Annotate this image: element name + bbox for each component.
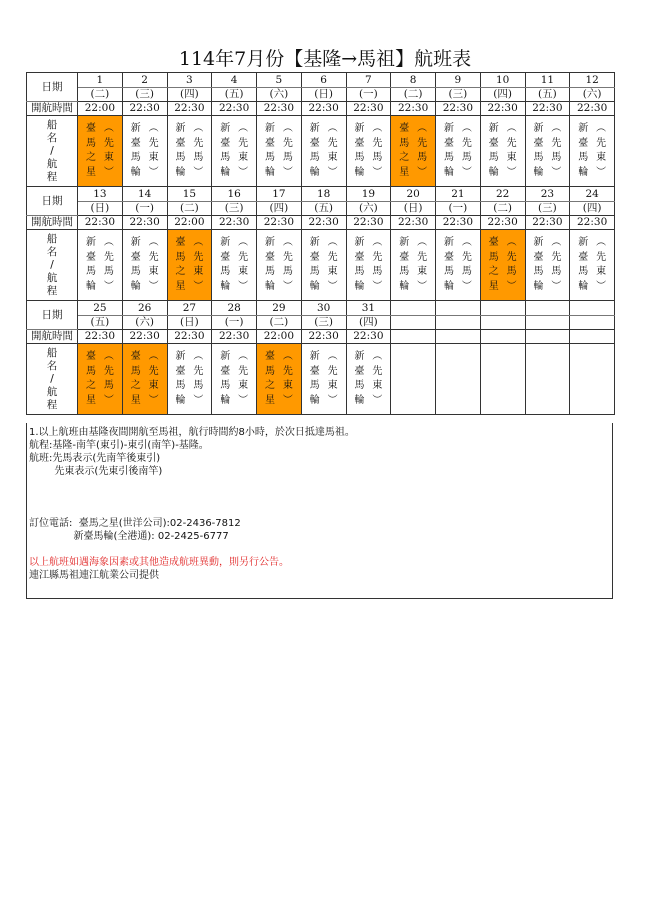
- date-cell: 7: [346, 73, 391, 88]
- date-cell: 12: [570, 73, 615, 88]
- date-cell: [480, 301, 525, 316]
- departure-time-cell: 22:30: [346, 216, 391, 230]
- weekday-cell: (四): [480, 88, 525, 102]
- ship-name: 新 臺 馬 輪: [443, 123, 454, 178]
- ship-name: 新 臺 馬 輪: [264, 123, 275, 178]
- ship-route-cell: [212, 344, 257, 415]
- date-cell: [436, 301, 481, 316]
- departure-time-cell: 22:30: [257, 102, 302, 116]
- departure-time-cell: 22:30: [167, 102, 212, 116]
- ship-route-cell: [346, 230, 391, 301]
- weekday-cell: (日): [78, 202, 123, 216]
- ship-name: 新 臺 馬 輪: [309, 351, 320, 406]
- ship-route-cell: [122, 344, 167, 415]
- ship-name: 新 臺 馬 輪: [399, 237, 410, 292]
- date-cell: 11: [525, 73, 570, 88]
- ship-route-label: 船 名 / 航 程: [27, 230, 78, 301]
- weekday-cell: [525, 316, 570, 330]
- departure-time-cell: 22:30: [570, 102, 615, 116]
- weekday-cell: (一): [122, 202, 167, 216]
- ship-route-cell: [391, 230, 436, 301]
- ship-route-cell: [480, 230, 525, 301]
- weekday-cell: (六): [346, 202, 391, 216]
- date-cell: 19: [346, 187, 391, 202]
- departure-time-cell: 22:30: [391, 216, 436, 230]
- ship-name: 新 臺 馬 輪: [578, 237, 589, 292]
- weekday-cell: (日): [167, 316, 212, 330]
- ship-name: 新 臺 馬 輪: [264, 237, 275, 292]
- departure-time-cell: [391, 330, 436, 344]
- date-cell: [525, 301, 570, 316]
- departure-time-cell: 22:30: [525, 102, 570, 116]
- ship-route-cell: [570, 230, 615, 301]
- ship-route-row: [27, 230, 615, 301]
- date-cell: 17: [257, 187, 302, 202]
- departure-time-cell: [436, 330, 481, 344]
- weekday-cell: (三): [436, 88, 481, 102]
- ship-route-cell: [78, 344, 123, 415]
- weekday-cell: (四): [346, 316, 391, 330]
- route-order: ︵ 先 馬 ︶: [461, 123, 472, 178]
- route-order: ︵ 先 東 ︶: [238, 351, 249, 406]
- departure-time-cell: 22:30: [301, 102, 346, 116]
- route-order: ︵ 先 東 ︶: [148, 123, 159, 178]
- ship-route-cell: [346, 344, 391, 415]
- date-cell: 8: [391, 73, 436, 88]
- route-order: ︵ 先 馬 ︶: [193, 123, 204, 178]
- booking-phone-xintaima: 新臺馬輪(全港通): 02-2425-6777: [29, 531, 229, 542]
- date-cell: [570, 301, 615, 316]
- date-cell: 10: [480, 73, 525, 88]
- weekday-cell: (四): [257, 202, 302, 216]
- weekday-cell: (日): [391, 202, 436, 216]
- route-order: ︵ 先 東 ︶: [596, 123, 607, 178]
- departure-time-cell: 22:30: [257, 216, 302, 230]
- departure-time-cell: 22:00: [167, 216, 212, 230]
- departure-time-cell: 22:30: [346, 102, 391, 116]
- date-cell: 22: [480, 187, 525, 202]
- departure-time-cell: 22:00: [78, 102, 123, 116]
- route-order: ︵ 先 東 ︶: [238, 237, 249, 292]
- ship-route-cell: [436, 116, 481, 187]
- ship-name: 臺 馬 之 星: [264, 351, 275, 406]
- weekday-row: [27, 202, 615, 216]
- empty-cell: [570, 344, 615, 415]
- date-cell: 3: [167, 73, 212, 88]
- departure-time-cell: 22:30: [301, 330, 346, 344]
- ship-name: 新 臺 馬 輪: [354, 351, 365, 406]
- ship-route-cell: [257, 344, 302, 415]
- date-cell: 14: [122, 187, 167, 202]
- ship-route-cell: [78, 230, 123, 301]
- route-order: ︵ 先 馬 ︶: [103, 237, 114, 292]
- weekday-cell: (五): [301, 202, 346, 216]
- weekday-cell: (四): [570, 202, 615, 216]
- date-cell: 23: [525, 187, 570, 202]
- ship-name: 臺 馬 之 星: [85, 351, 96, 406]
- route-order: ︵ 先 馬 ︶: [103, 351, 114, 406]
- route-order: ︵ 先 馬 ︶: [551, 237, 562, 292]
- booking-phone-taima: 訂位電話: 臺馬之星(世洋公司):02-2436-7812: [29, 518, 241, 529]
- notes-section: [26, 423, 613, 599]
- ship-name: 新 臺 馬 輪: [354, 237, 365, 292]
- ship-route-cell: [167, 116, 212, 187]
- weekday-cell: (一): [212, 316, 257, 330]
- provider-credit: 連江縣馬祖連江航業公司提供: [29, 570, 159, 581]
- ship-route-label: 船 名 / 航 程: [27, 116, 78, 187]
- weekday-cell: (二): [480, 202, 525, 216]
- departure-time-cell: 22:30: [570, 216, 615, 230]
- weekday-row: [27, 88, 615, 102]
- schedule-table: [26, 72, 615, 415]
- departure-time-row: [27, 216, 615, 230]
- weekday-cell: [436, 316, 481, 330]
- ship-route-row: [27, 116, 615, 187]
- route-order: ︵ 先 東 ︶: [327, 237, 338, 292]
- date-cell: 24: [570, 187, 615, 202]
- departure-time-cell: 22:30: [122, 216, 167, 230]
- empty-cell: [480, 344, 525, 415]
- ship-route-cell: [436, 230, 481, 301]
- weekday-cell: (二): [167, 202, 212, 216]
- ship-name: 新 臺 馬 輪: [354, 123, 365, 178]
- ship-route-cell: [480, 116, 525, 187]
- route-order: ︵ 先 馬 ︶: [551, 123, 562, 178]
- date-cell: 9: [436, 73, 481, 88]
- ship-name: 新 臺 馬 輪: [443, 237, 454, 292]
- route-order: ︵ 先 馬 ︶: [372, 237, 383, 292]
- ship-route-cell: [212, 116, 257, 187]
- ship-route-cell: [570, 116, 615, 187]
- route-order: ︵ 先 東 ︶: [238, 123, 249, 178]
- route-order: ︵ 先 馬 ︶: [461, 237, 472, 292]
- ship-name: 臺 馬 之 星: [85, 123, 96, 178]
- empty-cell: [436, 344, 481, 415]
- date-cell: 20: [391, 187, 436, 202]
- date-label: 日期: [27, 301, 78, 330]
- date-cell: 31: [346, 301, 391, 316]
- weekday-cell: (一): [346, 88, 391, 102]
- departure-time-cell: 22:30: [122, 102, 167, 116]
- ship-name: 臺 馬 之 星: [130, 351, 141, 406]
- ship-route-cell: [167, 344, 212, 415]
- weekday-cell: (二): [391, 88, 436, 102]
- ship-name: 新 臺 馬 輪: [488, 123, 499, 178]
- date-cell: 16: [212, 187, 257, 202]
- ship-route-cell: [301, 230, 346, 301]
- weekday-cell: (二): [78, 88, 123, 102]
- ship-name: 新 臺 馬 輪: [533, 237, 544, 292]
- departure-time-cell: 22:30: [78, 216, 123, 230]
- date-cell: 26: [122, 301, 167, 316]
- ship-route-cell: [212, 230, 257, 301]
- date-row: [27, 301, 615, 316]
- ship-name: 新 臺 馬 輪: [130, 123, 141, 178]
- weekday-cell: [391, 316, 436, 330]
- weekday-cell: (四): [167, 88, 212, 102]
- date-cell: 30: [301, 301, 346, 316]
- departure-time-cell: 22:00: [257, 330, 302, 344]
- note-route: 航程:基隆-南竿(東引)-東引(南竿)-基隆。: [29, 440, 209, 451]
- route-order: ︵ 先 馬 ︶: [193, 351, 204, 406]
- departure-time-cell: 22:30: [212, 330, 257, 344]
- route-order: ︵ 先 馬 ︶: [282, 237, 293, 292]
- weekday-cell: (五): [525, 88, 570, 102]
- weekday-cell: (三): [212, 202, 257, 216]
- weekday-cell: (三): [122, 88, 167, 102]
- ship-route-cell: [257, 116, 302, 187]
- date-cell: 29: [257, 301, 302, 316]
- date-label: 日期: [27, 187, 78, 216]
- departure-time-cell: 22:30: [167, 330, 212, 344]
- date-cell: 25: [78, 301, 123, 316]
- departure-time-label: 開航時間: [27, 216, 78, 230]
- ship-name: 新 臺 馬 輪: [220, 237, 231, 292]
- date-cell: 28: [212, 301, 257, 316]
- weekday-cell: (六): [257, 88, 302, 102]
- route-order: ︵ 先 東 ︶: [282, 351, 293, 406]
- departure-time-label: 開航時間: [27, 330, 78, 344]
- ship-name: 臺 馬 之 星: [175, 237, 186, 292]
- weekday-cell: (二): [257, 316, 302, 330]
- departure-time-cell: 22:30: [436, 102, 481, 116]
- route-order: ︵ 先 東 ︶: [506, 123, 517, 178]
- ship-route-cell: [301, 344, 346, 415]
- weekday-row: [27, 316, 615, 330]
- route-order: ︵ 先 東 ︶: [193, 237, 204, 292]
- page-title: 114年7月份【基隆→馬祖】航班表: [178, 48, 472, 70]
- departure-time-cell: [570, 330, 615, 344]
- ship-route-cell: [525, 116, 570, 187]
- departure-time-cell: 22:30: [525, 216, 570, 230]
- route-order: ︵ 先 馬 ︶: [282, 123, 293, 178]
- ship-name: 新 臺 馬 輪: [309, 123, 320, 178]
- ship-name: 新 臺 馬 輪: [578, 123, 589, 178]
- ship-name: 新 臺 馬 輪: [175, 351, 186, 406]
- route-order: ︵ 先 東 ︶: [417, 237, 428, 292]
- route-order: ︵ 先 東 ︶: [148, 237, 159, 292]
- date-cell: 4: [212, 73, 257, 88]
- departure-time-cell: 22:30: [212, 216, 257, 230]
- ship-route-cell: [301, 116, 346, 187]
- departure-time-cell: 22:30: [212, 102, 257, 116]
- departure-time-cell: 22:30: [78, 330, 123, 344]
- weekday-cell: [480, 316, 525, 330]
- ship-route-cell: [167, 230, 212, 301]
- weekday-cell: (三): [301, 316, 346, 330]
- departure-time-label: 開航時間: [27, 102, 78, 116]
- ship-route-cell: [257, 230, 302, 301]
- departure-time-row: [27, 330, 615, 344]
- departure-time-cell: [525, 330, 570, 344]
- route-order: ︵ 先 東 ︶: [372, 351, 383, 406]
- departure-time-cell: 22:30: [480, 216, 525, 230]
- route-order: ︵ 先 東 ︶: [327, 123, 338, 178]
- date-cell: 18: [301, 187, 346, 202]
- departure-time-cell: 22:30: [480, 102, 525, 116]
- weekday-cell: (日): [301, 88, 346, 102]
- weekday-cell: (五): [212, 88, 257, 102]
- route-order: ︵ 先 東 ︶: [148, 351, 159, 406]
- weekday-cell: [570, 316, 615, 330]
- weekday-cell: (一): [436, 202, 481, 216]
- date-label: 日期: [27, 73, 78, 102]
- ship-name: 新 臺 馬 輪: [175, 123, 186, 178]
- route-order: ︵ 先 東 ︶: [327, 351, 338, 406]
- route-order: ︵ 先 馬 ︶: [417, 123, 428, 178]
- date-cell: 5: [257, 73, 302, 88]
- ship-name: 臺 馬 之 星: [488, 237, 499, 292]
- empty-cell: [391, 344, 436, 415]
- route-order: ︵ 先 馬 ︶: [506, 237, 517, 292]
- date-cell: 21: [436, 187, 481, 202]
- empty-cell: [525, 344, 570, 415]
- note-first-matsu: 航班:先馬表示(先南竿後東引): [29, 453, 161, 464]
- date-cell: 15: [167, 187, 212, 202]
- route-order: ︵ 先 東 ︶: [596, 237, 607, 292]
- departure-time-cell: 22:30: [391, 102, 436, 116]
- ship-route-row: [27, 344, 615, 415]
- ship-route-cell: [78, 116, 123, 187]
- ship-route-cell: [346, 116, 391, 187]
- date-row: [27, 73, 615, 88]
- date-cell: 27: [167, 301, 212, 316]
- date-cell: 6: [301, 73, 346, 88]
- ship-route-cell: [122, 230, 167, 301]
- departure-time-cell: 22:30: [301, 216, 346, 230]
- ship-route-cell: [525, 230, 570, 301]
- departure-time-cell: [480, 330, 525, 344]
- departure-time-row: [27, 102, 615, 116]
- departure-time-cell: 22:30: [436, 216, 481, 230]
- note-line-1: 1.以上航班由基隆夜間開航至馬祖，航行時間約8小時，於次日抵達馬祖。: [29, 427, 355, 438]
- ship-name: 新 臺 馬 輪: [533, 123, 544, 178]
- weekday-cell: (六): [122, 316, 167, 330]
- ship-name: 新 臺 馬 輪: [220, 351, 231, 406]
- ship-route-cell: [122, 116, 167, 187]
- ship-name: 新 臺 馬 輪: [85, 237, 96, 292]
- ship-route-label: 船 名 / 航 程: [27, 344, 78, 415]
- date-cell: 1: [78, 73, 123, 88]
- departure-time-cell: 22:30: [122, 330, 167, 344]
- change-notice: 以上航班如遇海象因素或其他造成航班異動，則另行公告。: [29, 557, 289, 568]
- date-cell: 13: [78, 187, 123, 202]
- departure-time-cell: 22:30: [346, 330, 391, 344]
- route-order: ︵ 先 東 ︶: [103, 123, 114, 178]
- date-cell: [391, 301, 436, 316]
- note-first-dongyin: 先東表示(先東引後南竿): [29, 466, 163, 477]
- date-cell: 2: [122, 73, 167, 88]
- ship-route-cell: [391, 116, 436, 187]
- weekday-cell: (六): [570, 88, 615, 102]
- weekday-cell: (五): [78, 316, 123, 330]
- ship-name: 新 臺 馬 輪: [130, 237, 141, 292]
- ship-name: 新 臺 馬 輪: [309, 237, 320, 292]
- ship-name: 新 臺 馬 輪: [220, 123, 231, 178]
- ship-name: 臺 馬 之 星: [399, 123, 410, 178]
- weekday-cell: (三): [525, 202, 570, 216]
- date-row: [27, 187, 615, 202]
- route-order: ︵ 先 馬 ︶: [372, 123, 383, 178]
